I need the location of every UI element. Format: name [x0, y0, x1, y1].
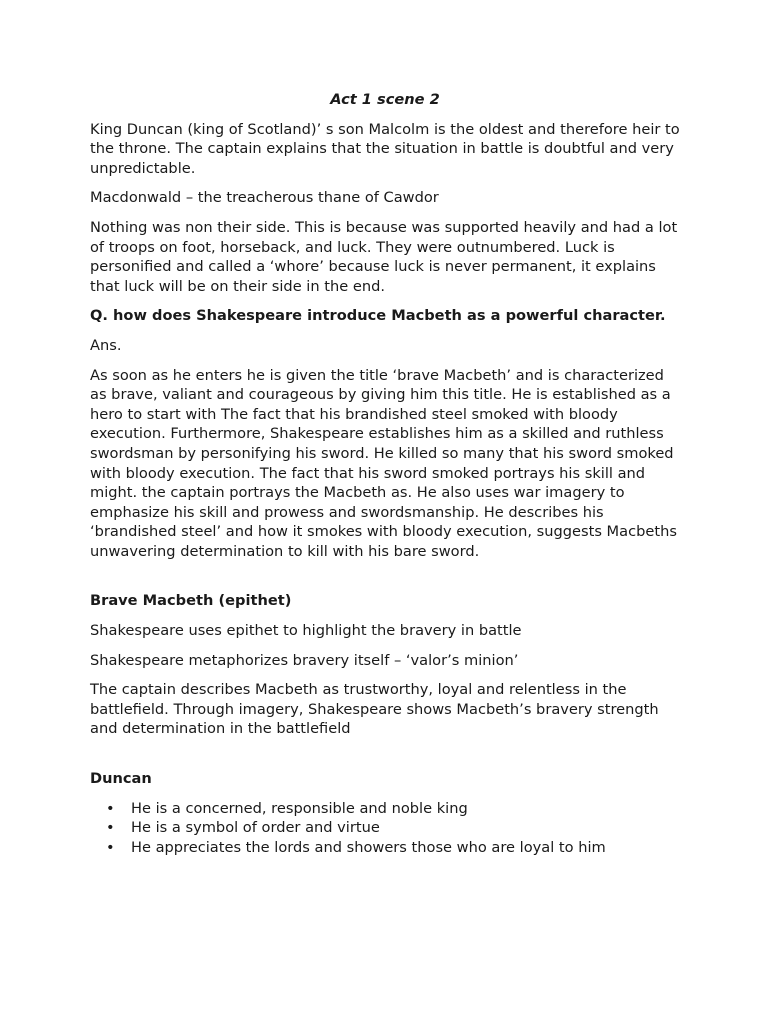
- question-heading: Q. how does Shakespeare introduce Macbeth as a powerful character.: [90, 307, 666, 325]
- metaphor-paragraph: Shakespeare metaphorizes bravery itself – ‘valor’s minion’: [90, 651, 519, 669]
- spacer: [90, 749, 680, 769]
- brave-macbeth-heading: Brave Macbeth (epithet): [90, 592, 292, 610]
- list-item: [90, 818, 680, 838]
- bullet-icon: •: [106, 799, 115, 817]
- page-title: Act 1 scene 2: [330, 91, 440, 108]
- list-item-text: He is a symbol of order and virtue: [131, 819, 380, 837]
- spacer: [90, 571, 680, 591]
- macdonwald-paragraph: Macdonwald – the treacherous thane of Cawdor: [90, 189, 439, 207]
- bullet-icon: •: [106, 819, 115, 837]
- duncan-heading: Duncan: [90, 770, 152, 788]
- list-item: [90, 799, 680, 819]
- answer-label: Ans.: [90, 336, 122, 354]
- intro-paragraph: King Duncan (king of Scotland)’ s son Malcolm is the oldest and therefore heir to the throne. The captain explains that the situation in battle is doubtful and very unpredictable.: [90, 120, 680, 177]
- bullet-icon: •: [106, 838, 115, 856]
- epithet-paragraph: Shakespeare uses epithet to highlight the bravery in battle: [90, 622, 522, 640]
- document-page: [90, 90, 680, 857]
- nothing-paragraph: Nothing was non their side. This is because was supported heavily and had a lot of troops on foot, horseback, and luck. They were outnumbered. Luck is personified and called a ‘whore’ because luck is never permanent, it explains that luck will be on their side in the end.: [90, 218, 678, 295]
- list-item-text: He is a concerned, responsible and noble king: [131, 799, 468, 817]
- list-item: [90, 838, 680, 858]
- list-item-text: He appreciates the lords and showers those who are loyal to him: [131, 838, 606, 856]
- captain-paragraph: The captain describes Macbeth as trustworthy, loyal and relentless in the battlefield. Through imagery, Shakespeare shows Macbeth’s bravery strength and determination in the battlefield: [90, 681, 659, 738]
- duncan-bullet-list: [90, 799, 680, 858]
- answer-paragraph: As soon as he enters he is given the title ‘brave Macbeth’ and is characterized as brave, valiant and courageous by giving him this title. He is established as a hero to start with The fact that his brandished steel smoked with bloody execution. Furthermore, Shakespeare establishes him as a skilled and ruthless swordsman by personifying his sword. He killed so many that his sword smoked with bloody execution. The fact that his sword smoked portrays his skill and might. the captain portrays the Macbeth as. He also uses war imagery to emphasize his skill and prowess and swordsmanship. He describes his ‘brandished steel’ and how it smokes with bloody execution, suggests Macbeths unwavering determination to kill with his bare sword.: [90, 366, 677, 560]
